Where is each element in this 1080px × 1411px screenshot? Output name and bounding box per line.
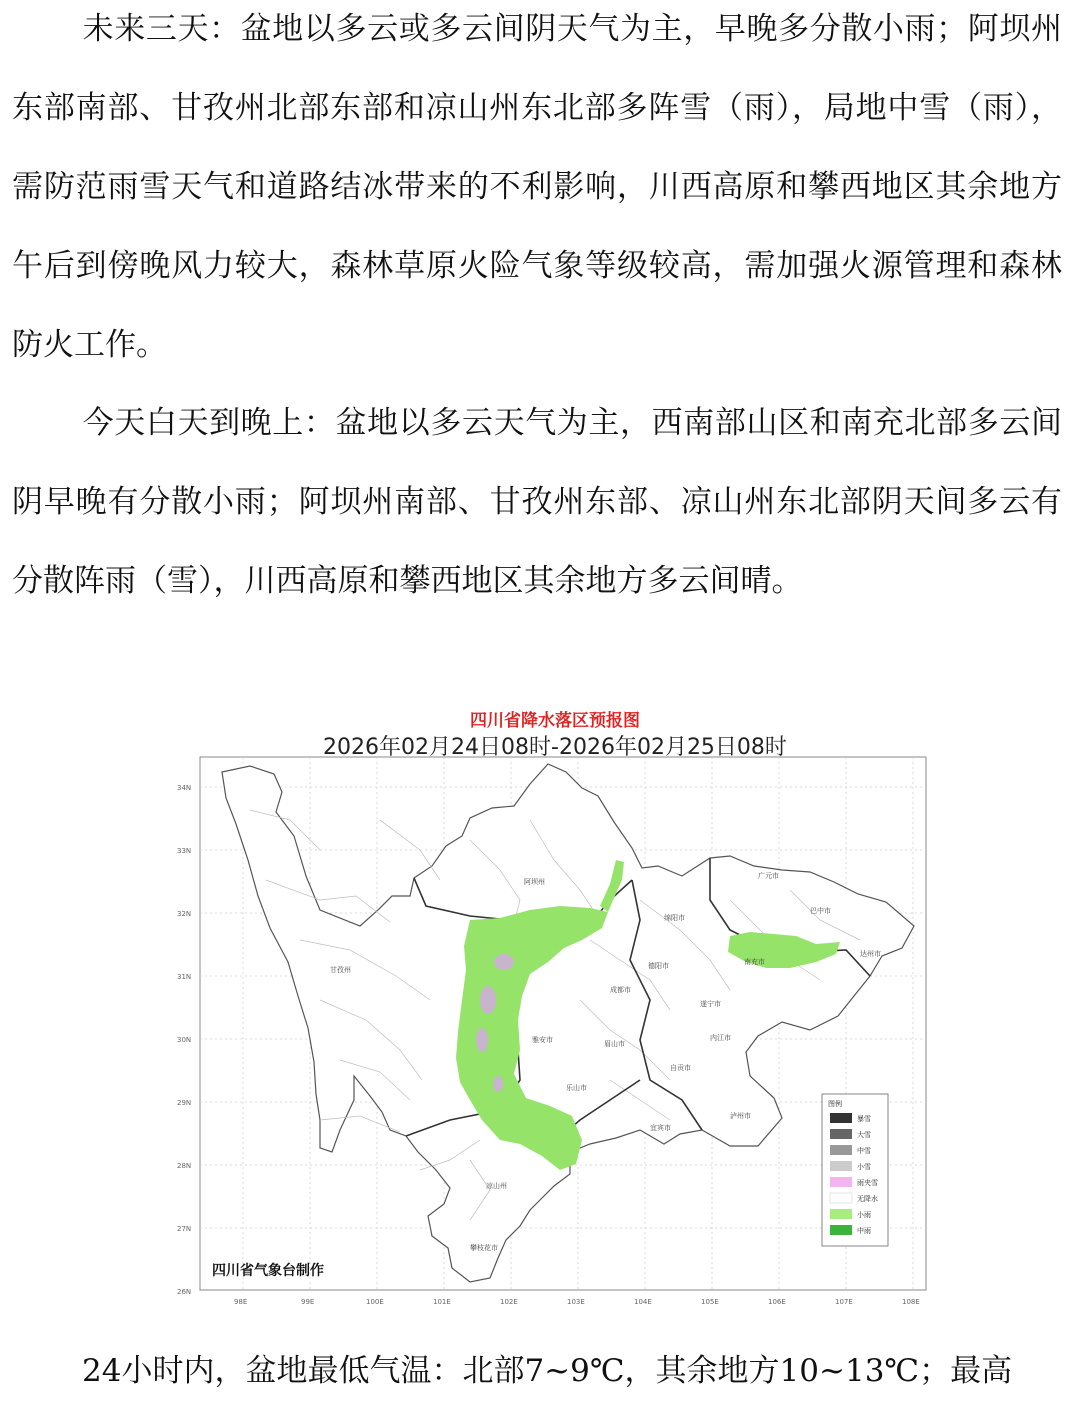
lon-tick: 105E [701, 1298, 719, 1306]
city-label: 阿坝州 [524, 878, 545, 886]
lon-tick: 100E [366, 1298, 384, 1306]
legend-item [830, 1145, 871, 1155]
city-label: 雅安市 [532, 1036, 553, 1044]
legend-label: 小雨 [857, 1211, 871, 1219]
legend-title: 图例 [828, 1100, 842, 1108]
city-label: 凉山州 [486, 1182, 507, 1190]
lat-tick: 30N [177, 1036, 192, 1044]
lon-tick: 108E [902, 1298, 920, 1306]
city-label: 德阳市 [648, 962, 669, 970]
map-subtitle: 2026年02月24日08时-2026年02月25日08时 [323, 735, 787, 760]
city-label: 达州市 [860, 950, 881, 958]
lon-tick: 103E [567, 1298, 585, 1306]
legend-item [830, 1209, 871, 1219]
map-legend [822, 1094, 888, 1246]
lat-tick: 29N [177, 1099, 192, 1107]
lat-tick: 33N [177, 847, 192, 855]
map-title: 四川省降水落区预报图 [470, 711, 640, 731]
paragraph-three-day-forecast: 未来三天：盆地以多云或多云间阴天气为主，早晚多分散小雨；阿坝州东部南部、甘孜州北部东部和凉山州东北部多阵雪（雨），局地中雪（雨），需防范雨雪天气和道路结冰带来的不利影响，川西高原和攀西地区其余地方午后到傍晚风力较大，森林草原火险气象等级较高，需加强火源管理和森林防火工作。 [12, 11, 1062, 363]
legend-item [830, 1129, 871, 1139]
legend-label: 小雪 [857, 1163, 871, 1171]
legend-label: 大雪 [857, 1131, 871, 1139]
lon-tick-labels [234, 1298, 920, 1306]
lon-tick: 107E [835, 1298, 853, 1306]
legend-label: 雨夹雪 [857, 1179, 878, 1187]
precipitation-forecast-map [170, 700, 940, 1310]
city-label: 绵阳市 [664, 914, 685, 922]
lat-tick: 27N [177, 1225, 192, 1233]
lat-tick: 31N [177, 973, 192, 981]
city-label: 遂宁市 [700, 1000, 721, 1008]
city-label: 攀枝花市 [470, 1244, 498, 1252]
lon-tick: 98E [234, 1298, 248, 1306]
paragraph-today-forecast: 今天白天到晚上：盆地以多云天气为主，西南部山区和南充北部多云间阴早晚有分散小雨；阿坝州南部、甘孜州东部、凉山州东北部阴天间多云有分散阵雨（雪），川西高原和攀西地区其余地方多云间晴。 [12, 405, 1062, 599]
city-label: 自贡市 [670, 1064, 691, 1072]
legend-item [830, 1225, 871, 1235]
lat-tick: 26N [177, 1288, 192, 1296]
city-label: 甘孜州 [330, 966, 351, 974]
legend-item [830, 1113, 871, 1123]
city-label: 乐山市 [566, 1084, 587, 1092]
legend-label: 无降水 [857, 1195, 878, 1203]
lon-tick: 102E [500, 1298, 518, 1306]
city-label: 眉山市 [604, 1040, 625, 1048]
legend-label: 中雨 [857, 1227, 871, 1235]
city-label: 泸州市 [730, 1112, 751, 1120]
lat-tick-labels [177, 784, 191, 1296]
city-label: 广元市 [758, 872, 779, 880]
city-label: 成都市 [610, 986, 631, 994]
lat-tick: 32N [177, 910, 192, 918]
lon-tick: 106E [768, 1298, 786, 1306]
legend-label: 中雪 [857, 1147, 871, 1155]
lat-tick: 34N [177, 784, 192, 792]
city-label: 内江市 [710, 1034, 731, 1042]
lon-tick: 101E [433, 1298, 451, 1306]
legend-label: 暴雪 [857, 1115, 871, 1123]
city-label: 南充市 [744, 958, 765, 966]
lon-tick: 99E [301, 1298, 315, 1306]
map-credit: 四川省气象台制作 [212, 1263, 324, 1279]
legend-item [830, 1161, 871, 1171]
lat-tick: 28N [177, 1162, 192, 1170]
lon-tick: 104E [634, 1298, 652, 1306]
paragraph-temperature: 24小时内，盆地最低气温：北部7~9℃，其余地方10~13℃；最高 [82, 1353, 1013, 1389]
city-label: 巴中市 [810, 907, 831, 915]
city-label: 宜宾市 [650, 1124, 671, 1132]
